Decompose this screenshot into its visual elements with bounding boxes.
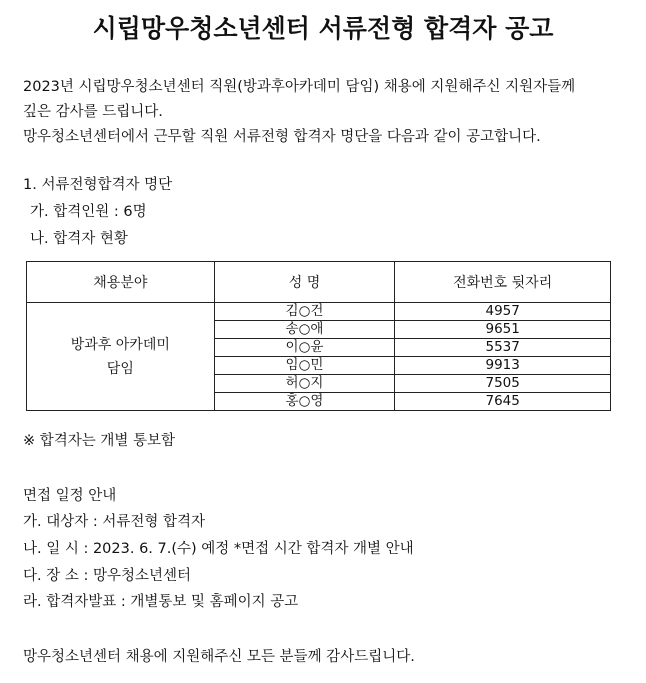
- notice-note: ※ 합격자는 개별 통보함: [23, 433, 176, 449]
- name-cell: 홍○영: [214, 393, 395, 411]
- pass-count: 가. 합격인원 : 6명: [30, 204, 147, 220]
- intro-line-2: 깊은 감사를 드립니다.: [23, 104, 163, 120]
- results-table: [26, 261, 611, 411]
- table-row: [27, 303, 611, 321]
- interview-place: 다. 장 소 : 망우청소년센터: [23, 568, 192, 584]
- section-heading-results: 1. 서류전형합격자 명단: [23, 177, 173, 193]
- name-cell: 김○건: [214, 303, 395, 321]
- field-line-1: 방과후 아카데미: [70, 336, 170, 353]
- name-cell: 허○지: [214, 375, 395, 393]
- phone-cell: 9651: [395, 321, 611, 339]
- field-cell: [27, 303, 215, 411]
- table-header-row: [27, 262, 611, 303]
- page-title: 시립망우청소년센터 서류전형 합격자 공고: [92, 14, 554, 43]
- name-cell: 송○애: [214, 321, 395, 339]
- phone-cell: 7645: [395, 393, 611, 411]
- closing-text: 망우청소년센터 채용에 지원해주신 모든 분들께 감사드립니다.: [23, 649, 415, 665]
- interview-announce: 라. 합격자발표 : 개별통보 및 홈페이지 공고: [23, 594, 299, 610]
- intro-line-1: 2023년 시립망우청소년센터 직원(방과후아카데미 담임) 채용에 지원해주신 지원자들께: [23, 79, 576, 95]
- phone-cell: 5537: [395, 339, 611, 357]
- pass-status-label: 나. 합격자 현황: [30, 231, 128, 247]
- field-line-2: 담임: [106, 360, 134, 377]
- interview-target: 가. 대상자 : 서류전형 합격자: [23, 514, 206, 530]
- name-cell: 임○민: [214, 357, 395, 375]
- phone-cell: 4957: [395, 303, 611, 321]
- phone-cell: 9913: [395, 357, 611, 375]
- intro-line-3: 망우청소년센터에서 근무할 직원 서류전형 합격자 명단을 다음과 같이 공고합니다.: [23, 129, 541, 145]
- header-phone: 전화번호 뒷자리: [395, 262, 611, 303]
- header-field: 채용분야: [27, 262, 215, 303]
- header-name: 성 명: [214, 262, 395, 303]
- name-cell: 이○윤: [214, 339, 395, 357]
- phone-cell: 7505: [395, 375, 611, 393]
- interview-date: 나. 일 시 : 2023. 6. 7.(수) 예정 *면접 시간 합격자 개별 안내: [23, 541, 414, 557]
- interview-heading: 면접 일정 안내: [23, 488, 117, 504]
